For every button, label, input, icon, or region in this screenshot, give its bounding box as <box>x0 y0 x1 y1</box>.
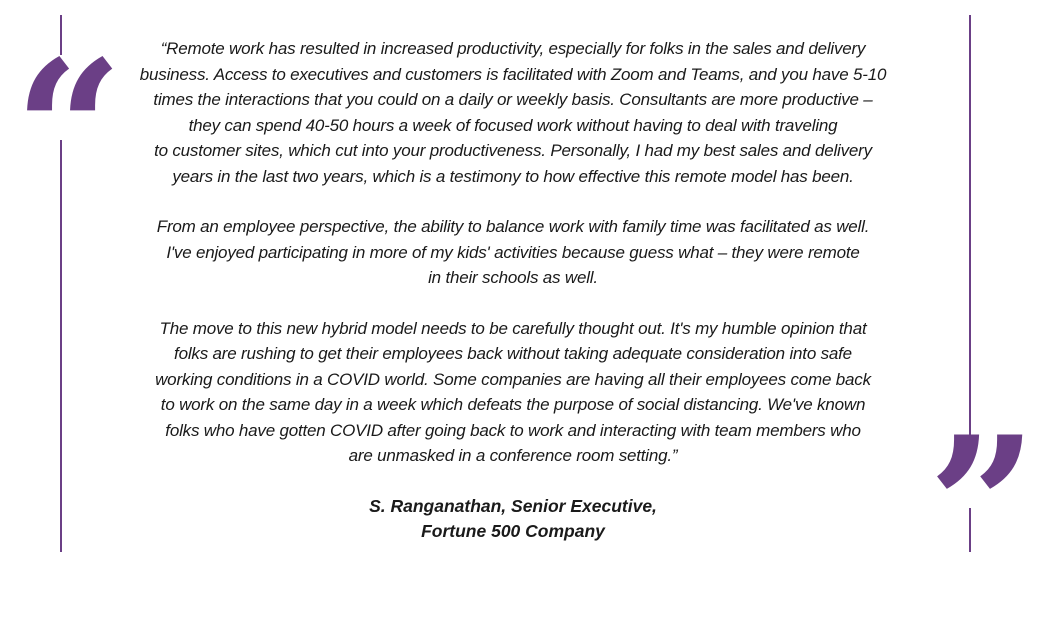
quote-line: working conditions in a COVID world. Some companies are having all their employees come back <box>155 369 871 389</box>
quote-line: to work on the same day in a week which defeats the purpose of social distancing. We've known <box>160 395 866 414</box>
quote-line: years in the last two years, which is a testimony to how effective this remote model has been. <box>172 166 854 186</box>
close-quote-icon: ” <box>928 395 1037 618</box>
quote-line: folks who have gotten COVID after going back to work and interacting with team members who <box>165 420 861 440</box>
quote-line: they can spend 40-50 hours a week of focused work without having to deal with traveling <box>188 115 838 135</box>
attribution-name: S. Ranganathan, Senior Executive, <box>369 495 657 516</box>
open-quote-icon: “ <box>14 19 124 242</box>
attribution <box>118 494 908 545</box>
quote-line: I've enjoyed participating in more of my kids' activities because guess what – they were remote <box>166 242 860 262</box>
quote-line: in their schools as well. <box>428 268 598 287</box>
quote-paragraph-1 <box>118 36 908 189</box>
quote-line: to customer sites, which cut into your productiveness. Personally, I had my best sales and delivery <box>154 141 872 160</box>
quote-line: business. Access to executives and customers is facilitated with Zoom and Teams, and you have 5-10 <box>139 64 887 84</box>
quote-line: From an employee perspective, the ability to balance work with family time was facilitated as well. <box>156 217 870 236</box>
right-divider-top <box>969 15 971 435</box>
quote-line: folks are rushing to get their employees back without taking adequate consideration into safe <box>174 344 852 363</box>
quote-line: times the interactions that you could on a daily or weekly basis. Consultants are more productive – <box>153 90 873 109</box>
quote-line: are unmasked in a conference room setting.” <box>348 446 678 465</box>
quote-line: “Remote work has resulted in increased productivity, especially for folks in the sales and delivery <box>160 39 866 58</box>
quote-paragraph-2 <box>118 214 908 291</box>
quote-line: The move to this new hybrid model needs to be carefully thought out. It's my humble opinion that <box>159 318 867 338</box>
quote-paragraph-3 <box>118 316 908 469</box>
testimonial-block <box>118 36 908 545</box>
attribution-company: Fortune 500 Company <box>421 521 605 541</box>
